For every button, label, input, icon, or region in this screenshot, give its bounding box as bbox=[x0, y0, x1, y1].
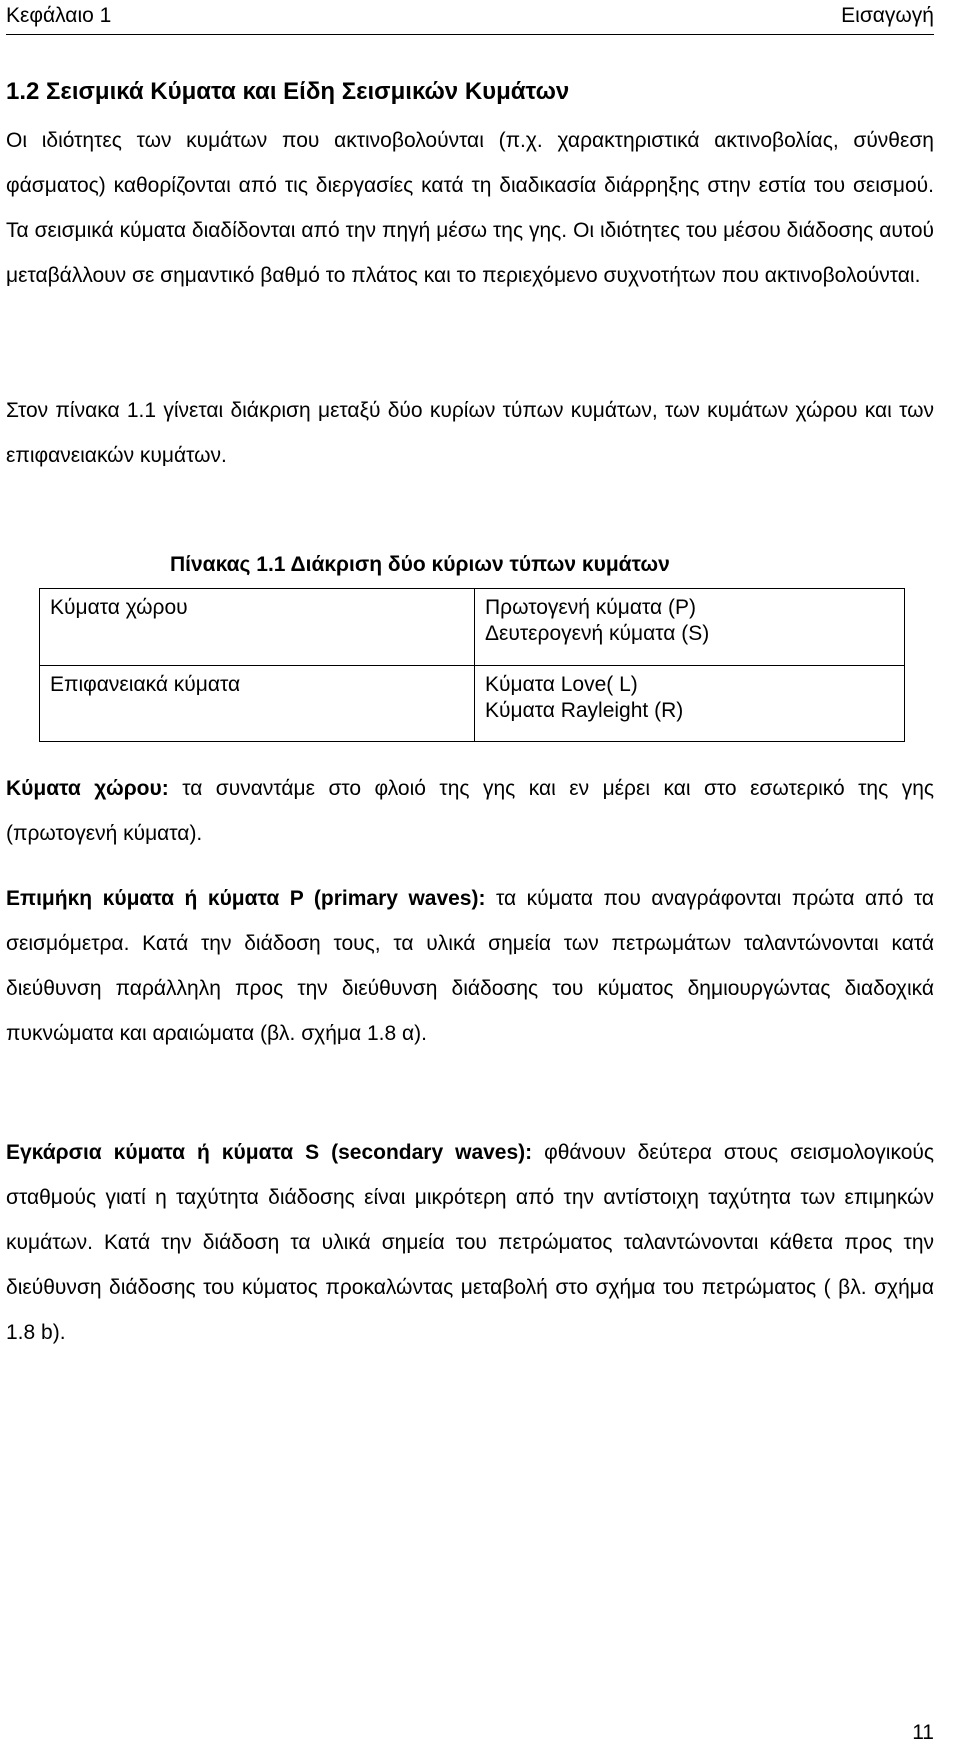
text-s-waves: φθάνουν δεύτερα στους σεισμολογικούς σταθμούς γιατί η ταχύτητα διάδοσης είναι μικρότερη από την αντίστοιχη ταχύτητα των επιμηκών κυμάτων. Κατά την διάδοση τα υλικά σημεία του πετρώματος ταλαντώνονται κάθετα προς την διεύθυνση διάδοσης του κύματος προκαλώντας μεταβολή στο σχήμα του πετρώματος ( βλ. σχήμα 1.8 b). bbox=[6, 1141, 934, 1344]
table-cell-types bbox=[475, 589, 905, 666]
term-p-waves: Επιμήκη κύματα ή κύματα P (primary waves): bbox=[6, 887, 486, 910]
table-row bbox=[40, 665, 905, 742]
paragraph-body-waves bbox=[6, 766, 934, 856]
paragraph-table-reference: Στον πίνακα 1.1 γίνεται διάκριση μεταξύ δύο κυρίων τύπων κυμάτων, των κυμάτων χώρου και των επιφανειακών κυμάτων. bbox=[6, 399, 934, 467]
table-cell-types bbox=[475, 665, 905, 742]
wave-type: Κύματα Rayleight (R) bbox=[485, 698, 684, 722]
table-row bbox=[40, 589, 905, 666]
paragraph-p-waves bbox=[6, 876, 934, 1056]
table-cell-category: Επιφανειακά κύματα bbox=[40, 665, 475, 742]
text-body-waves: τα συναντάμε στο φλοιό της γης και εν μέρει και στο εσωτερικό της γης (πρωτογενή κύματα). bbox=[6, 777, 934, 845]
header-chapter: Κεφάλαιο 1 bbox=[6, 4, 112, 27]
term-s-waves: Εγκάρσια κύματα ή κύματα S (secondary waves): bbox=[6, 1141, 533, 1164]
page-header bbox=[6, 4, 934, 35]
wave-types-table bbox=[39, 588, 905, 742]
term-body-waves: Κύματα χώρου: bbox=[6, 777, 169, 800]
paragraph-s-waves bbox=[6, 1130, 934, 1355]
section-heading: 1.2 Σεισμικά Κύματα και Είδη Σεισμικών Κυμάτων bbox=[6, 78, 570, 105]
page-number: 11 bbox=[912, 1721, 934, 1744]
wave-type: Πρωτογενή κύματα (P) bbox=[485, 596, 696, 619]
table-caption: Πίνακας 1.1 Διάκριση δύο κύριων τύπων κυμάτων bbox=[170, 553, 670, 576]
table-cell-category: Κύματα χώρου bbox=[40, 589, 475, 666]
text-p-waves: τα κύματα που αναγράφονται πρώτα από τα σεισμόμετρα. Κατά την διάδοση τους, τα υλικά σημεία των πετρωμάτων ταλαντώνονται κατά διεύθυνση παράλληλη προς την διεύθυνση διάδοσης του κύματος δημιουργώντας διαδοχικά πυκνώματα και αραιώματα (βλ. σχήμα 1.8 α). bbox=[6, 887, 934, 1045]
paragraph-intro: Οι ιδιότητες των κυμάτων που ακτινοβολούνται (π.χ. χαρακτηριστικά ακτινοβολίας, σύνθεση φάσματος) καθορίζονται από τις διεργασίες κατά τη διαδικασία διάρρηξης στην εστία του σεισμού. Τα σεισμικά κύματα διαδίδονται από την πηγή μέσω της γης. Οι ιδιότητες του μέσου διάδοσης αυτού μεταβάλλουν σε σημαντικό βαθμό το πλάτος και το περιεχόμενο συχνοτήτων που ακτινοβολούνται. bbox=[6, 129, 934, 287]
wave-type: Κύματα Love( L) bbox=[485, 672, 638, 696]
wave-type: Δευτερογενή κύματα (S) bbox=[485, 622, 710, 645]
header-section: Εισαγωγή bbox=[841, 4, 934, 27]
